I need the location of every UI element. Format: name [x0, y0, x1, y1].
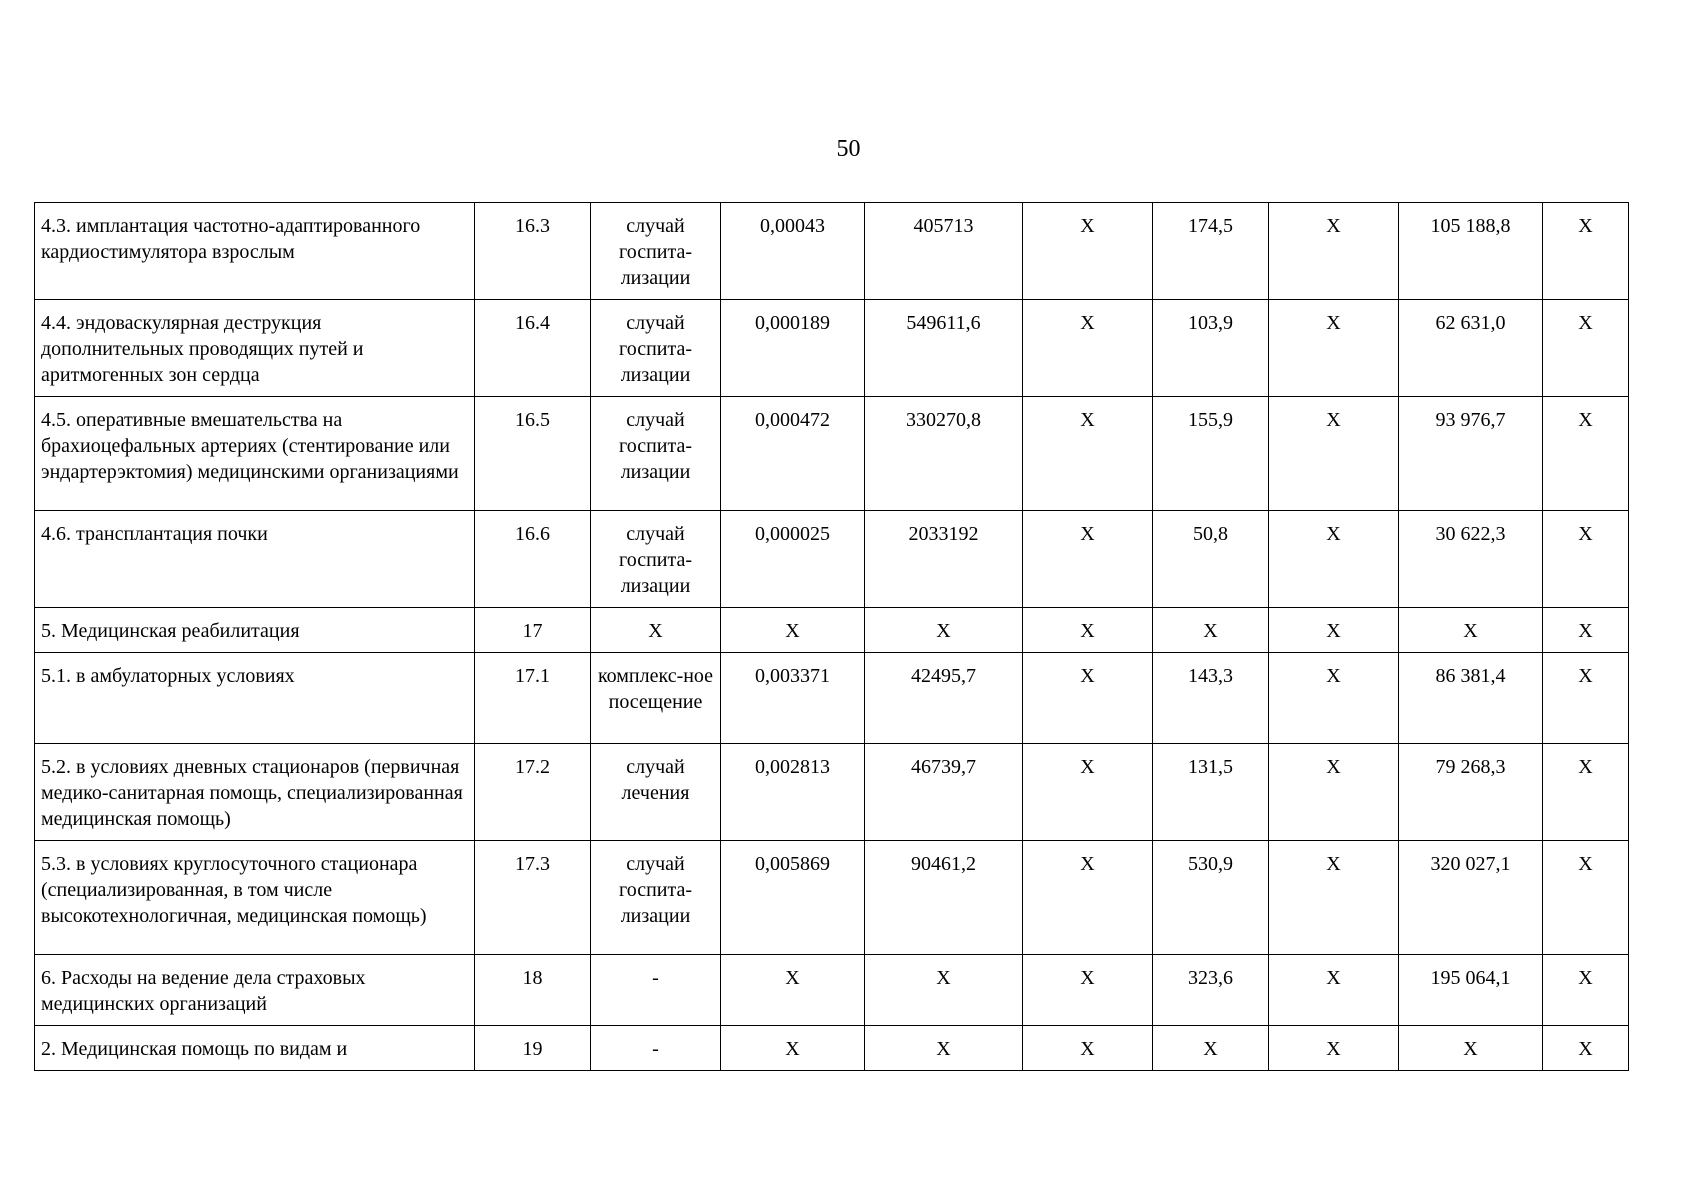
- row-name-cell: 4.6. трансплантация почки: [35, 511, 475, 608]
- row-unit-cell: X: [591, 608, 721, 653]
- row-unit-cell: случай госпита-лизации: [591, 841, 721, 955]
- row-cost-cell: X: [865, 608, 1023, 653]
- row-column-7-cell: X: [1153, 1026, 1269, 1071]
- table-row: [35, 744, 1629, 841]
- row-volume-cell: X: [721, 1026, 865, 1071]
- row-volume-cell: X: [721, 608, 865, 653]
- row-column-9-cell: 62 631,0: [1399, 300, 1543, 397]
- row-line-number-cell: 16.5: [475, 397, 591, 511]
- row-volume-cell: 0,002813: [721, 744, 865, 841]
- row-column-8-cell: X: [1269, 300, 1399, 397]
- row-column-10-cell: X: [1543, 397, 1629, 511]
- row-column-8-cell: X: [1269, 955, 1399, 1026]
- row-line-number-cell: 19: [475, 1026, 591, 1071]
- row-cost-cell: 2033192: [865, 511, 1023, 608]
- row-column-7-cell: 174,5: [1153, 203, 1269, 300]
- row-column-8-cell: X: [1269, 397, 1399, 511]
- row-column-10-cell: X: [1543, 511, 1629, 608]
- row-column-7-cell: 103,9: [1153, 300, 1269, 397]
- row-cost-cell: 46739,7: [865, 744, 1023, 841]
- table-row: [35, 1026, 1629, 1071]
- row-volume-cell: 0,00043: [721, 203, 865, 300]
- row-column-10-cell: X: [1543, 300, 1629, 397]
- row-column-6-cell: X: [1023, 1026, 1153, 1071]
- row-name-cell: 4.5. оперативные вмешательства на брахиоцефальных артериях (стентирование или эндартерэктомия) медицинскими организациями: [35, 397, 475, 511]
- row-column-7-cell: 50,8: [1153, 511, 1269, 608]
- row-column-8-cell: X: [1269, 1026, 1399, 1071]
- row-name-cell: 5. Медицинская реабилитация: [35, 608, 475, 653]
- row-column-10-cell: X: [1543, 955, 1629, 1026]
- row-column-6-cell: X: [1023, 300, 1153, 397]
- row-name-cell: 5.3. в условиях круглосуточного стационара (специализированная, в том числе высокотехнологичная, медицинская помощь): [35, 841, 475, 955]
- row-cost-cell: X: [865, 1026, 1023, 1071]
- row-line-number-cell: 16.3: [475, 203, 591, 300]
- row-column-7-cell: 323,6: [1153, 955, 1269, 1026]
- row-column-7-cell: 530,9: [1153, 841, 1269, 955]
- row-column-6-cell: X: [1023, 653, 1153, 744]
- row-name-cell: 4.3. имплантация частотно-адаптированного кардиостимулятора взрослым: [35, 203, 475, 300]
- row-column-7-cell: 155,9: [1153, 397, 1269, 511]
- page-number: 50: [836, 136, 861, 162]
- row-column-10-cell: X: [1543, 608, 1629, 653]
- row-column-6-cell: X: [1023, 397, 1153, 511]
- table-row: [35, 397, 1629, 511]
- row-column-9-cell: 79 268,3: [1399, 744, 1543, 841]
- row-column-8-cell: X: [1269, 203, 1399, 300]
- table-row: [35, 653, 1629, 744]
- data-table: [34, 202, 1629, 1071]
- table-row: [35, 955, 1629, 1026]
- row-cost-cell: X: [865, 955, 1023, 1026]
- row-column-10-cell: X: [1543, 744, 1629, 841]
- row-column-10-cell: X: [1543, 1026, 1629, 1071]
- row-column-10-cell: X: [1543, 203, 1629, 300]
- row-column-6-cell: X: [1023, 841, 1153, 955]
- row-line-number-cell: 17.2: [475, 744, 591, 841]
- row-volume-cell: 0,000025: [721, 511, 865, 608]
- row-column-9-cell: 30 622,3: [1399, 511, 1543, 608]
- row-line-number-cell: 16.6: [475, 511, 591, 608]
- table-row: [35, 841, 1629, 955]
- row-cost-cell: 549611,6: [865, 300, 1023, 397]
- row-volume-cell: X: [721, 955, 865, 1026]
- row-volume-cell: 0,003371: [721, 653, 865, 744]
- row-volume-cell: 0,000472: [721, 397, 865, 511]
- row-unit-cell: случай госпита-лизации: [591, 511, 721, 608]
- row-line-number-cell: 16.4: [475, 300, 591, 397]
- row-column-7-cell: 131,5: [1153, 744, 1269, 841]
- row-line-number-cell: 17.3: [475, 841, 591, 955]
- table-row: [35, 511, 1629, 608]
- table-body: [35, 203, 1629, 1071]
- row-name-cell: 2. Медицинская помощь по видам и: [35, 1026, 475, 1071]
- row-column-9-cell: 320 027,1: [1399, 841, 1543, 955]
- row-unit-cell: комплекс-ное посещение: [591, 653, 721, 744]
- row-column-7-cell: 143,3: [1153, 653, 1269, 744]
- row-name-cell: 4.4. эндоваскулярная деструкция дополнительных проводящих путей и аритмогенных зон сердца: [35, 300, 475, 397]
- row-column-8-cell: X: [1269, 744, 1399, 841]
- row-column-6-cell: X: [1023, 203, 1153, 300]
- row-column-9-cell: X: [1399, 1026, 1543, 1071]
- row-name-cell: 6. Расходы на ведение дела страховых медицинских организаций: [35, 955, 475, 1026]
- row-column-8-cell: X: [1269, 841, 1399, 955]
- row-column-8-cell: X: [1269, 653, 1399, 744]
- row-column-6-cell: X: [1023, 608, 1153, 653]
- row-unit-cell: случай госпита-лизации: [591, 397, 721, 511]
- row-column-6-cell: X: [1023, 955, 1153, 1026]
- table-row: [35, 300, 1629, 397]
- table-row: [35, 608, 1629, 653]
- row-unit-cell: -: [591, 955, 721, 1026]
- row-volume-cell: 0,005869: [721, 841, 865, 955]
- row-column-9-cell: 86 381,4: [1399, 653, 1543, 744]
- row-column-6-cell: X: [1023, 511, 1153, 608]
- row-name-cell: 5.1. в амбулаторных условиях: [35, 653, 475, 744]
- row-column-10-cell: X: [1543, 653, 1629, 744]
- row-volume-cell: 0,000189: [721, 300, 865, 397]
- table-row: [35, 203, 1629, 300]
- row-column-9-cell: 93 976,7: [1399, 397, 1543, 511]
- row-line-number-cell: 17: [475, 608, 591, 653]
- row-column-9-cell: 195 064,1: [1399, 955, 1543, 1026]
- row-unit-cell: случай лечения: [591, 744, 721, 841]
- row-line-number-cell: 17.1: [475, 653, 591, 744]
- row-cost-cell: 42495,7: [865, 653, 1023, 744]
- row-unit-cell: -: [591, 1026, 721, 1071]
- row-column-9-cell: 105 188,8: [1399, 203, 1543, 300]
- row-line-number-cell: 18: [475, 955, 591, 1026]
- row-column-6-cell: X: [1023, 744, 1153, 841]
- row-column-8-cell: X: [1269, 511, 1399, 608]
- row-column-9-cell: X: [1399, 608, 1543, 653]
- row-cost-cell: 330270,8: [865, 397, 1023, 511]
- row-cost-cell: 90461,2: [865, 841, 1023, 955]
- row-cost-cell: 405713: [865, 203, 1023, 300]
- row-name-cell: 5.2. в условиях дневных стационаров (первичная медико-санитарная помощь, специализированная медицинская помощь): [35, 744, 475, 841]
- row-unit-cell: случай госпита-лизации: [591, 300, 721, 397]
- row-column-8-cell: X: [1269, 608, 1399, 653]
- row-column-7-cell: X: [1153, 608, 1269, 653]
- row-unit-cell: случай госпита-лизации: [591, 203, 721, 300]
- row-column-10-cell: X: [1543, 841, 1629, 955]
